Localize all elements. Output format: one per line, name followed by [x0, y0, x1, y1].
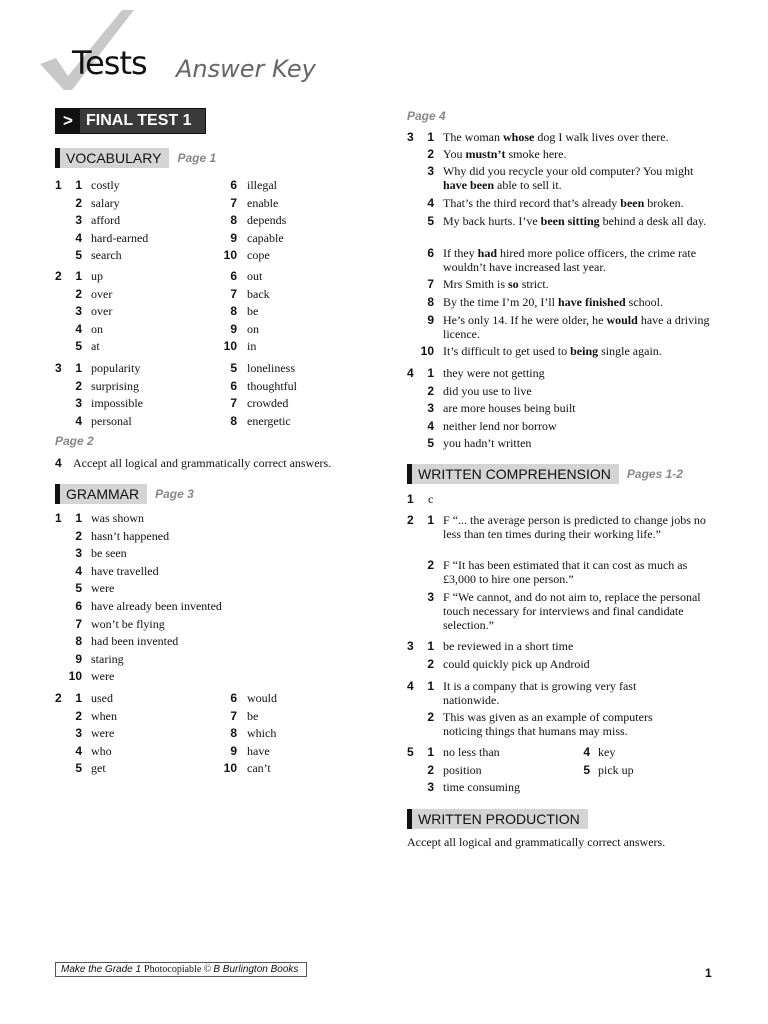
answer-text: position: [443, 762, 482, 777]
answer-text: they were not getting: [443, 366, 545, 380]
answer-text: was shown: [91, 511, 144, 525]
item-number: 3: [427, 780, 434, 795]
item-number: 8: [230, 726, 237, 741]
answer-text: had been invented: [91, 634, 179, 649]
item-number: 1: [427, 679, 434, 693]
answer-text: F “It has been estimated that it can cost as much as £3,000 to hire one person.”: [443, 558, 688, 586]
item-number: 9: [75, 651, 82, 666]
answer-text: enable: [247, 195, 279, 210]
answer-text: illegal: [247, 178, 277, 192]
item-number: 10: [223, 248, 237, 263]
answer-text: on: [91, 321, 103, 336]
item-number: 7: [230, 708, 237, 723]
answer-text: That’s the third record that’s already been broken.: [443, 196, 684, 210]
question-number: 4: [407, 679, 414, 693]
item-number: 4: [75, 230, 82, 245]
answer-text: are more houses being built: [443, 401, 576, 416]
item-number: 3: [75, 396, 82, 411]
answer-text: search: [91, 248, 122, 263]
answer-text: at: [91, 339, 100, 354]
answer-text: crowded: [247, 396, 289, 411]
question-number: 1: [55, 178, 62, 192]
item-number: 2: [427, 558, 434, 572]
item-number: 3: [75, 726, 82, 741]
answer-text: out: [247, 269, 263, 283]
answer-text: staring: [91, 651, 124, 666]
answer-text: have travelled: [91, 563, 159, 578]
question-number: 3: [55, 361, 62, 375]
item-number: 9: [230, 230, 237, 245]
item-number: 4: [427, 418, 434, 433]
item-number: 2: [75, 708, 82, 723]
answer-text: have: [247, 743, 270, 758]
item-number: 1: [427, 366, 434, 380]
answer-text: popularity: [91, 361, 141, 375]
answer-text: depends: [247, 213, 287, 228]
vocabulary-page-ref: Page 1: [177, 151, 217, 165]
answer-text: If they had hired more police officers, the crime rate wouldn’t have increased last year.: [443, 246, 697, 274]
answer-text: hasn’t happened: [91, 528, 170, 543]
item-number: 10: [223, 339, 237, 354]
item-number: 1: [75, 511, 82, 525]
item-number: 5: [75, 248, 82, 263]
item-number: 1: [75, 178, 82, 192]
question-number: 3: [407, 130, 414, 144]
page-number: 1: [705, 966, 712, 980]
final-test-label: FINAL TEST 1: [80, 109, 205, 133]
answer-text: You mustn’t smoke here.: [443, 147, 567, 161]
item-number: 8: [427, 295, 434, 309]
answer-text: personal: [91, 413, 132, 428]
item-number: 10: [223, 761, 237, 776]
item-number: 2: [427, 147, 434, 161]
answer-text: This was given as an example of computers noticing things that humans may miss.: [443, 710, 653, 738]
footer-credit: [55, 962, 307, 977]
question-number: 4: [55, 456, 62, 470]
answer-text: hard-earned: [91, 230, 149, 245]
item-number: 10: [420, 344, 434, 358]
answer-text: key: [598, 745, 616, 759]
answer-text: which: [247, 726, 277, 741]
answer-text: up: [91, 269, 103, 283]
answer-text: in: [247, 339, 257, 354]
answer-text: be reviewed in a short time: [443, 639, 574, 653]
item-number: 4: [75, 321, 82, 336]
item-number: 7: [230, 195, 237, 210]
item-number: 2: [75, 286, 82, 301]
answer-text: over: [91, 286, 113, 301]
question-number: 4: [407, 366, 414, 380]
answer-text: F “We cannot, and do not aim to, replace the personal touch necessary for interviews and final candidate selection.”: [443, 590, 701, 632]
header-tests-title: Tests: [72, 44, 147, 82]
item-number: 6: [427, 246, 434, 260]
footer-photocopiable: Photocopiable ©: [144, 964, 212, 975]
question-number: 2: [407, 513, 414, 527]
chevron-right-icon: >: [56, 109, 80, 133]
answer-text: capable: [247, 230, 284, 245]
written-comprehension-heading: [407, 464, 683, 484]
item-number: 7: [230, 396, 237, 411]
item-number: 7: [427, 277, 434, 291]
item-number: 6: [230, 178, 237, 192]
final-test-banner: [55, 108, 206, 134]
answer-text: My back hurts. I’ve been sitting behind a desk all day.: [443, 214, 707, 228]
item-number: 3: [427, 590, 434, 604]
vocabulary-title: VOCABULARY: [60, 148, 169, 168]
item-number: 6: [230, 269, 237, 283]
answer-text: neither lend nor borrow: [443, 418, 557, 433]
answer-text: won’t be flying: [91, 616, 165, 631]
grammar-heading: [55, 484, 194, 504]
item-number: 1: [427, 130, 434, 144]
item-number: 4: [75, 413, 82, 428]
item-number: 2: [75, 528, 82, 543]
written-comprehension-title: WRITTEN COMPREHENSION: [412, 464, 619, 484]
answer-text: who: [91, 743, 112, 758]
item-number: 5: [583, 762, 590, 777]
question-number: 3: [407, 639, 414, 653]
item-number: 5: [427, 214, 434, 228]
answer-text: be seen: [91, 546, 127, 561]
item-number: 8: [230, 304, 237, 319]
item-number: 3: [75, 304, 82, 319]
answer-text: could quickly pick up Android: [443, 656, 590, 671]
answer-text: costly: [91, 178, 120, 192]
item-number: 2: [75, 195, 82, 210]
item-number: 9: [230, 321, 237, 336]
question-number: 5: [407, 745, 414, 759]
question-number: 1: [55, 511, 62, 525]
vocabulary-heading: [55, 148, 216, 168]
answer-text: c: [428, 492, 434, 506]
item-number: 10: [68, 669, 82, 684]
answer-text: back: [247, 286, 270, 301]
item-number: 3: [75, 213, 82, 228]
answer-text: cope: [247, 248, 270, 263]
header-answer-key-subtitle: Answer Key: [176, 55, 316, 83]
answer-text: Accept all logical and grammatically correct answers.: [73, 456, 332, 470]
answer-text: The woman whose dog I walk lives over there.: [443, 130, 669, 144]
question-number: 1: [407, 492, 414, 506]
item-number: 2: [427, 656, 434, 671]
answer-text: can’t: [247, 761, 271, 776]
answer-text: when: [91, 708, 117, 723]
item-number: 1: [75, 361, 82, 375]
answer-text: impossible: [91, 396, 144, 411]
answer-text: thoughtful: [247, 378, 297, 393]
item-number: 6: [75, 599, 82, 613]
item-number: 8: [230, 213, 237, 228]
item-number: 1: [75, 269, 82, 283]
footer-brand: B Burlington Books: [213, 964, 299, 975]
item-number: 3: [75, 546, 82, 561]
answer-text: were: [91, 726, 115, 741]
answer-text: F “... the average person is predicted to change jobs no less than ten times during their working life.”: [443, 513, 706, 541]
item-number: 3: [427, 401, 434, 416]
item-number: 5: [75, 761, 82, 776]
answer-text: energetic: [247, 413, 291, 428]
item-number: 1: [427, 639, 434, 653]
item-number: 1: [427, 745, 434, 759]
item-number: 5: [230, 361, 237, 375]
item-number: 6: [230, 691, 237, 705]
answer-text: be: [247, 304, 259, 319]
answer-text: over: [91, 304, 113, 319]
item-number: 2: [75, 378, 82, 393]
question-number: 2: [55, 691, 62, 705]
answer-text: Accept all logical and grammatically correct answers.: [407, 835, 666, 849]
answer-text: on: [247, 321, 259, 336]
item-number: 5: [427, 436, 434, 451]
grammar-title: GRAMMAR: [60, 484, 147, 504]
answer-text: time consuming: [443, 780, 520, 795]
answer-text: pick up: [598, 762, 634, 777]
item-number: 1: [75, 691, 82, 705]
answer-text: salary: [91, 195, 120, 210]
item-number: 3: [427, 164, 434, 178]
vocabulary-page-2-label: Page 2: [55, 434, 94, 448]
item-number: 8: [75, 634, 82, 649]
answer-text: surprising: [91, 378, 139, 393]
answer-text: be: [247, 708, 259, 723]
item-number: 5: [75, 339, 82, 354]
answer-text: afford: [91, 213, 121, 228]
answer-text: By the time I’m 20, I’ll have finished school.: [443, 295, 664, 309]
item-number: 4: [583, 745, 590, 759]
question-number: 2: [55, 269, 62, 283]
answer-text: It is a company that is growing very fast nationwide.: [443, 679, 637, 707]
item-number: 2: [427, 762, 434, 777]
page-4-label: Page 4: [407, 109, 446, 123]
footer-make-the-grade: Make the Grade 1: [61, 964, 142, 975]
answer-text: you hadn’t written: [443, 436, 532, 451]
item-number: 8: [230, 413, 237, 428]
answer-text: Why did you recycle your old computer? You might have been able to sell it.: [443, 164, 694, 192]
item-number: 2: [427, 383, 434, 398]
written-production-title: WRITTEN PRODUCTION: [412, 809, 588, 829]
answer-text: Mrs Smith is so strict.: [443, 277, 549, 291]
answer-text: have already been invented: [91, 599, 222, 613]
item-number: 1: [427, 513, 434, 527]
item-number: 6: [230, 378, 237, 393]
item-number: 2: [427, 710, 434, 724]
answer-text: no less than: [443, 745, 500, 759]
written-production-heading: [407, 809, 588, 829]
item-number: 9: [427, 313, 434, 327]
item-number: 7: [75, 616, 82, 631]
grammar-page-ref: Page 3: [155, 487, 194, 501]
answer-text: It’s difficult to get used to being single again.: [443, 344, 662, 358]
answer-text: did you use to live: [443, 383, 532, 398]
answer-text: He’s only 14. If he were older, he would have a driving licence.: [443, 313, 710, 341]
answer-text: used: [91, 691, 113, 705]
item-number: 7: [230, 286, 237, 301]
written-comprehension-page-ref: Pages 1-2: [626, 467, 683, 481]
answer-text: were: [91, 669, 115, 684]
item-number: 5: [75, 581, 82, 596]
item-number: 4: [427, 196, 434, 210]
answer-text: loneliness: [247, 361, 295, 375]
item-number: 4: [75, 563, 82, 578]
item-number: 4: [75, 743, 82, 758]
answer-text: would: [247, 691, 277, 705]
answer-text: were: [91, 581, 115, 596]
item-number: 9: [230, 743, 237, 758]
answer-text: get: [91, 761, 106, 776]
